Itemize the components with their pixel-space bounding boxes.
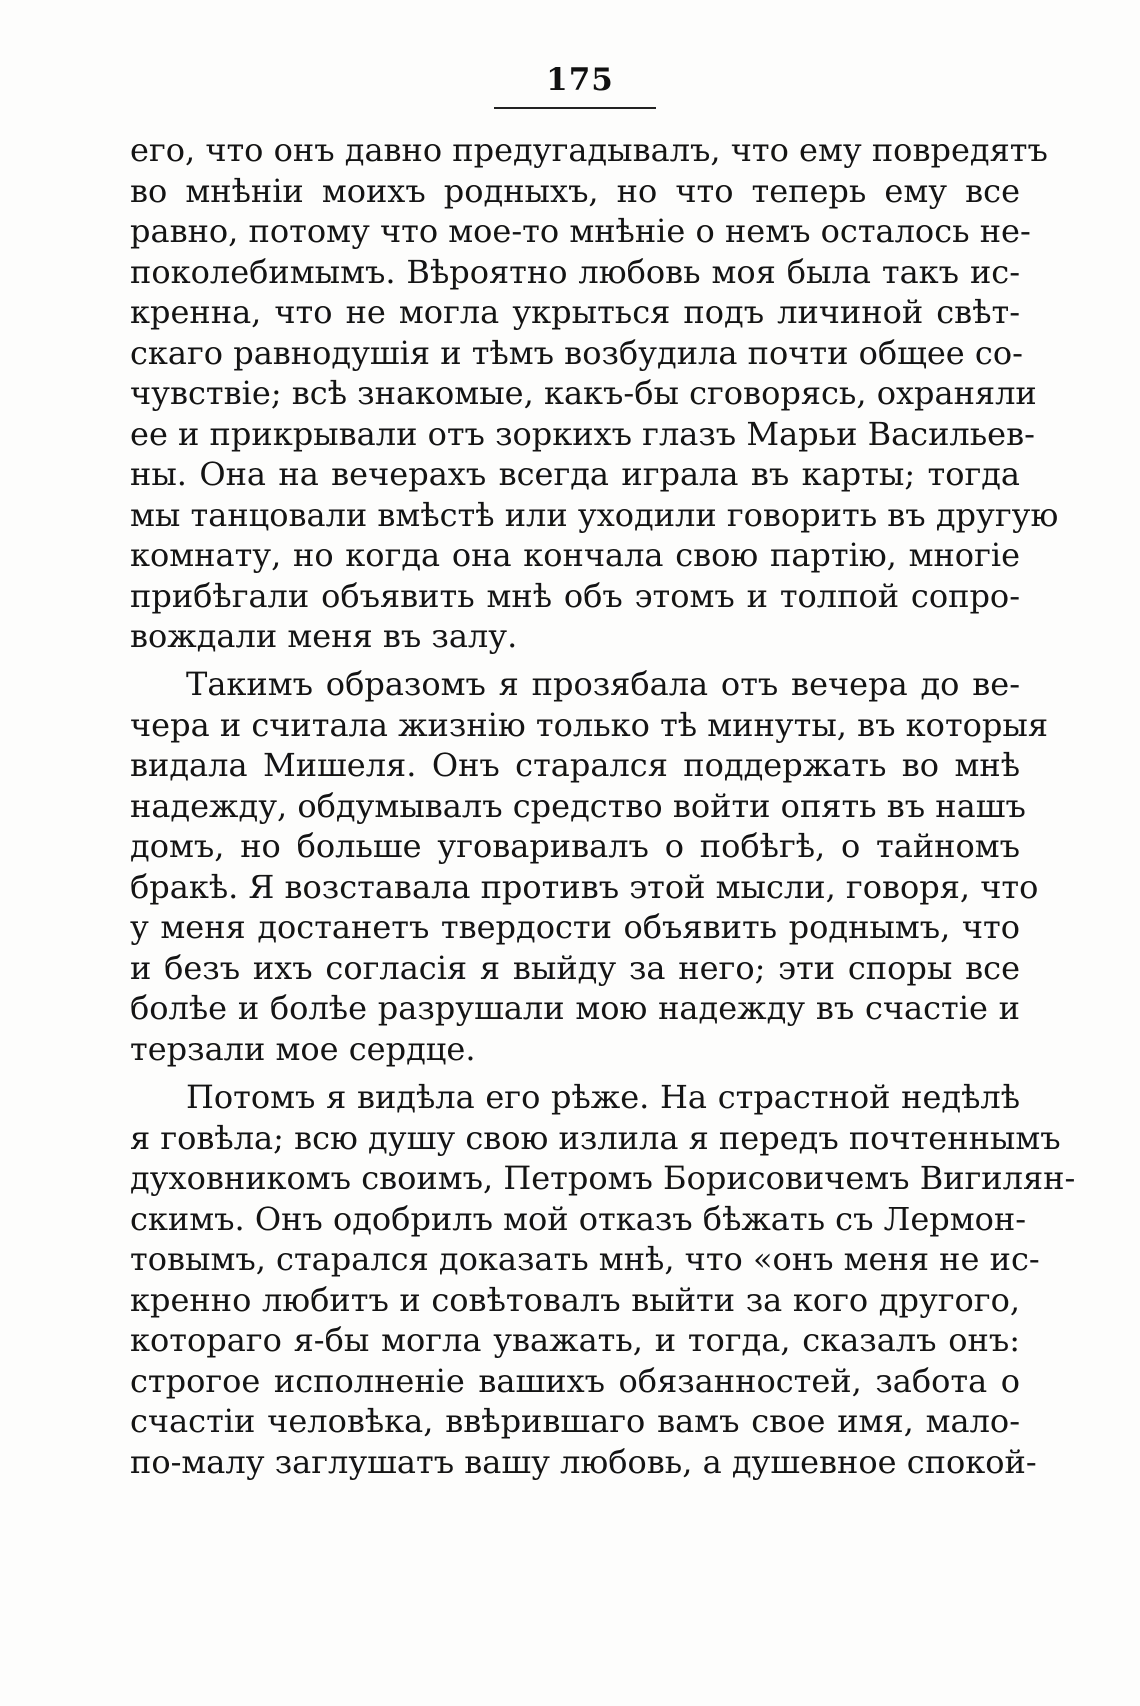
text-line: надежду, обдумывалъ средство войти опять въ нашъ: [130, 786, 1026, 825]
text-line: комнату, но когда она кончала свою партію, многіе: [130, 536, 1020, 574]
text-line: я говѣла; всю душу свою излила я передъ почтеннымъ: [130, 1118, 1061, 1157]
text-line: видала Мишеля. Онъ старался поддержать во мнѣ: [130, 746, 1020, 784]
text-line: бракѣ. Я возставала противъ этой мысли, говоря, что: [130, 867, 1039, 906]
text-line: счастіи человѣка, ввѣрившаго вамъ свое имя, мало-: [130, 1402, 1020, 1440]
text-line: вождали меня въ залу.: [130, 617, 518, 655]
text-line: домъ, но больше уговаривалъ о побѣгѣ, о тайномъ: [130, 827, 1020, 865]
text-line: кренно любитъ и совѣтовалъ выйти за кого другого,: [130, 1280, 1020, 1319]
text-line: прибѣгали объявить мнѣ объ этомъ и толпой сопро-: [130, 576, 1020, 615]
page-number: 175: [546, 62, 614, 98]
header-rule: [494, 107, 656, 109]
text-line: по-малу заглушатъ вашу любовь, а душевное спокой-: [130, 1442, 1037, 1481]
text-line: равно, потому что мое-то мнѣніе о немъ осталось не-: [130, 212, 1031, 250]
text-line: скаго равнодушія и тѣмъ возбудила почти общее со-: [130, 333, 1023, 372]
text-line: ее и прикрывали отъ зоркихъ глазъ Марьи Васильев-: [130, 414, 1035, 453]
text-line: духовникомъ своимъ, Петромъ Борисовичемъ Вигилян-: [130, 1159, 1076, 1197]
text-line: чувствіе; всѣ знакомые, какъ-бы сговорясь, охраняли: [130, 374, 1037, 412]
text-line: Такимъ образомъ я прозябала отъ вечера до ве-: [186, 665, 1020, 703]
text-line: кренна, что не могла укрыться подъ личиной свѣт-: [130, 293, 1020, 331]
text-line: Потомъ я видѣла его рѣже. На страстной недѣлѣ: [186, 1078, 1020, 1116]
text-line: во мнѣніи моихъ родныхъ, но что теперь ему все: [130, 171, 1020, 210]
text-line: товымъ, старался доказать мнѣ, что «онъ меня не ис-: [130, 1240, 1040, 1278]
text-line: болѣе и болѣе разрушали мою надежду въ счастіе и: [130, 989, 1020, 1027]
text-line: скимъ. Онъ одобрилъ мой отказъ бѣжать съ Лермон-: [130, 1199, 1027, 1238]
text-line: терзали мое сердце.: [130, 1029, 476, 1068]
text-line: котораго я-бы могла уважать, и тогда, сказалъ онъ:: [130, 1321, 1020, 1359]
text-line: строгое исполненіе вашихъ обязанностей, забота о: [130, 1361, 1020, 1400]
text-line: и безъ ихъ согласія я выйду за него; эти споры все: [130, 948, 1020, 987]
text-line: ны. Она на вечерахъ всегда играла въ карты; тогда: [130, 455, 1020, 493]
text-line: поколебимымъ. Вѣроятно любовь моя была такъ ис-: [130, 252, 1020, 291]
text-line: чера и считала жизнію только тѣ минуты, въ которыя: [130, 705, 1049, 744]
text-line: его, что онъ давно предугадывалъ, что ему повредятъ: [130, 131, 1048, 169]
text-line: у меня достанетъ твердости объявить роднымъ, что: [130, 908, 1020, 946]
text-line: мы танцовали вмѣстѣ или уходили говорить въ другую: [130, 495, 1059, 534]
